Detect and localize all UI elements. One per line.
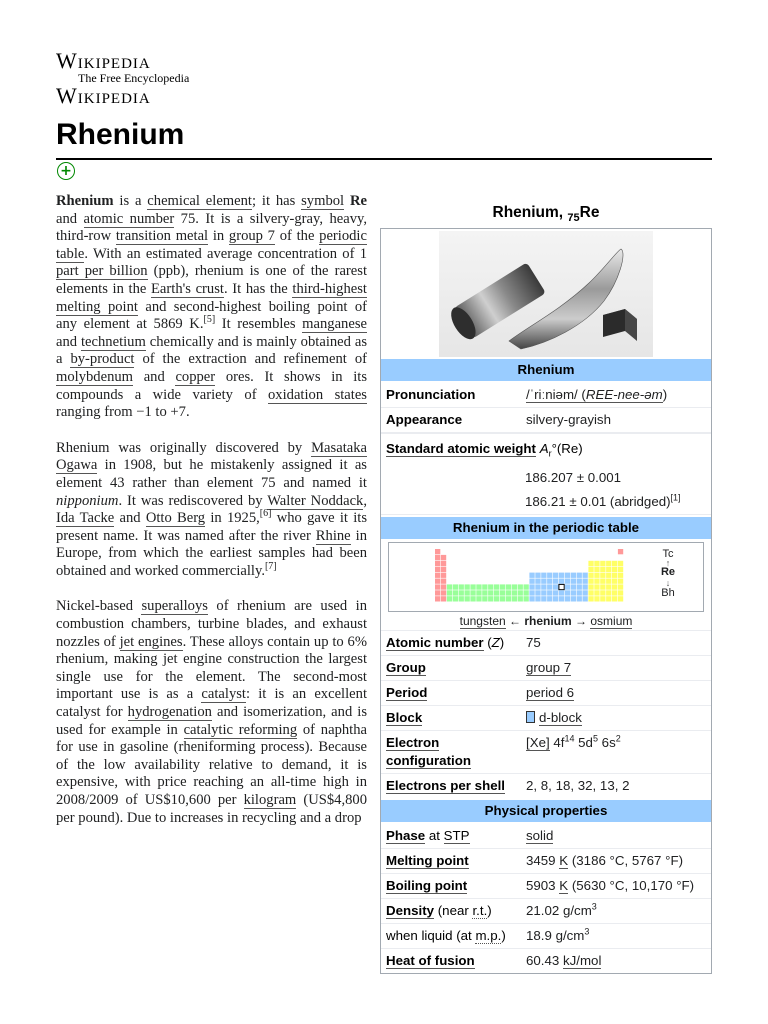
pt-cell xyxy=(506,584,511,589)
pt-cell xyxy=(606,590,611,595)
pt-cell xyxy=(494,596,499,601)
pt-cell xyxy=(441,584,446,589)
pt-cell xyxy=(435,572,440,577)
pt-cell xyxy=(435,596,440,601)
pt-cell xyxy=(518,590,523,595)
pt-cell xyxy=(441,560,446,565)
pt-cell xyxy=(583,590,588,595)
pt-cell xyxy=(459,590,464,595)
pt-cell xyxy=(577,596,582,601)
row-density: Density (near r.t.) 21.02 $g/cm^3$ xyxy=(381,899,711,924)
pt-cell xyxy=(606,566,611,571)
row-group: Group group 7 xyxy=(381,656,711,681)
pt-cell xyxy=(559,584,564,589)
pt-cell xyxy=(441,596,446,601)
pt-cell xyxy=(441,590,446,595)
pt-cell xyxy=(565,596,570,601)
pt-cell xyxy=(547,590,552,595)
pt-cell xyxy=(476,596,481,601)
pt-cell xyxy=(565,572,570,577)
pt-cell xyxy=(470,584,475,589)
pt-cell xyxy=(553,584,558,589)
pt-cell xyxy=(453,584,458,589)
pt-cell xyxy=(612,572,617,577)
row-electron-config: Electron configuration [Xe] $4f^{14}$ $5d^5$ $6s^2$ xyxy=(381,731,711,774)
pt-cell xyxy=(559,572,564,577)
pt-cell xyxy=(612,560,617,565)
pt-cell xyxy=(612,578,617,583)
pt-cell xyxy=(435,566,440,571)
pt-below-symbol[interactable]: Bh xyxy=(661,586,675,599)
pt-cell xyxy=(535,578,540,583)
paragraph-intro: Rhenium is a chemical element; it has symbol Re and atomic number 75. It is a silvery-gray, heavy, third-row transition metal in group 7 of the periodic table. With an estimated average concentration of 1 part per billion (ppb), rhenium is one of the rarest elements in the Earth's crust. It has the third-highest melting point and second-highest boiling point of any element at 5869 K.[5] It resembles manganese and technetium chemically and is mainly obtained as a by-product of the extraction and refinement of molybdenum and copper ores. It shows in its compounds a wide variety of oxidation states ranging from −1 to +7. xyxy=(56,193,367,421)
infobox-header-name: Rhenium xyxy=(381,359,711,381)
pt-cell xyxy=(588,560,593,565)
pt-cell xyxy=(559,590,564,595)
pt-cell xyxy=(594,578,599,583)
wikipedia-wordmark: Wikipedia xyxy=(56,48,151,73)
pt-cell xyxy=(583,578,588,583)
pt-cell xyxy=(553,596,558,601)
infobox-header-periodic: Rhenium in the periodic table xyxy=(381,517,711,539)
infobox-caption: Rhenium, $_{75}$Re xyxy=(492,204,600,225)
pt-cell xyxy=(594,566,599,571)
pt-cell xyxy=(583,596,588,601)
pt-cell xyxy=(524,590,529,595)
pt-cell xyxy=(529,596,534,601)
row-melting-point: Melting point 3459 K (3186 °C, 5767 °F) xyxy=(381,849,711,874)
pt-cell xyxy=(583,584,588,589)
paragraph-uses: Nickel-based superalloys of rhenium are used in combustion chambers, turbine blades, and exhaust nozzles of jet engines. These alloys contain up to 6% rhenium, making jet engine construction the largest single use for the element. The second-most important use is as a catalyst: it is an excellent catalyst for hydrogenation and isomerization, and is used for example in catalytic reforming of naphtha for use in gasoline (rheniforming process). Because of the low availability relative to demand, it is expensive, with price reaching an all-time high in 2008/2009 of US$10,600 per kilogram (US$4,800 per pound). Due to increases in recycling and a drop xyxy=(56,598,368,826)
pt-cell xyxy=(500,584,505,589)
pt-cell xyxy=(571,572,576,577)
pt-cell xyxy=(547,578,552,583)
pt-cell xyxy=(441,549,446,554)
pt-cell xyxy=(500,596,505,601)
pt-cell xyxy=(600,584,605,589)
pt-current-symbol: Re xyxy=(660,566,676,579)
pt-cell xyxy=(571,596,576,601)
pt-cell xyxy=(594,590,599,595)
pt-cell xyxy=(600,560,605,565)
pt-cell xyxy=(606,560,611,565)
page-title: Rhenium xyxy=(56,118,185,151)
pt-cell xyxy=(494,584,499,589)
pt-cell xyxy=(459,584,464,589)
pt-cell xyxy=(565,578,570,583)
pt-cell xyxy=(547,572,552,577)
pt-cell xyxy=(559,596,564,601)
paragraph-history: Rhenium was originally discovered by Masataka Ogawa in 1908, but he mistakenly assigned it as element 43 rather than element 75 and named it nipponium. It was rediscovered by Walter Noddack, Ida Tacke and Otto Berg in 1925,[6] who gave it its present name. It was named after the river Rhine in Europe, from which the earliest samples had been obtained and worked commercially.[7] xyxy=(56,439,367,579)
pt-up-arrow-icon: ↑ xyxy=(665,558,671,569)
pt-cell xyxy=(565,590,570,595)
pt-cell xyxy=(559,578,564,583)
pt-cell xyxy=(500,590,505,595)
pt-cell xyxy=(588,566,593,571)
pt-cell xyxy=(577,590,582,595)
wikipedia-tagline: The Free Encyclopedia xyxy=(78,71,190,85)
pt-cell xyxy=(529,590,534,595)
pt-cell xyxy=(583,572,588,577)
row-atomic-number: Atomic number (Z) 75 xyxy=(381,630,711,656)
pt-cell xyxy=(506,596,511,601)
pt-cell xyxy=(600,566,605,571)
pt-cell xyxy=(594,596,599,601)
pt-cell xyxy=(588,596,593,601)
pt-cell xyxy=(524,596,529,601)
pt-cell xyxy=(476,584,481,589)
pt-cell xyxy=(600,572,605,577)
pt-cell xyxy=(488,590,493,595)
pt-cell xyxy=(547,584,552,589)
pt-cell xyxy=(465,590,470,595)
pt-cell xyxy=(529,572,534,577)
row-heat-of-fusion: Heat of fusion 60.43 kJ/mol xyxy=(386,952,602,968)
pt-cell xyxy=(512,584,517,589)
title-divider xyxy=(56,158,712,160)
pt-cell xyxy=(435,578,440,583)
pt-cell xyxy=(571,590,576,595)
pt-cell xyxy=(488,596,493,601)
pt-cell xyxy=(588,572,593,577)
periodic-table-minimap[interactable] xyxy=(388,542,704,612)
pt-cell xyxy=(594,560,599,565)
row-block: Block d-block xyxy=(381,706,711,731)
pt-cell xyxy=(518,596,523,601)
pt-cell xyxy=(447,590,452,595)
d-block-swatch-icon xyxy=(526,711,535,723)
pt-cell xyxy=(524,584,529,589)
row-atomic-weight-abridged: 186.21 ± 0.01 (abridged)[1] xyxy=(381,490,711,515)
row-electrons-per-shell: Electrons per shell 2, 8, 18, 32, 13, 2 xyxy=(386,777,630,793)
pt-cell xyxy=(441,566,446,571)
pt-cell xyxy=(476,590,481,595)
pt-cell xyxy=(535,596,540,601)
pt-cell xyxy=(600,590,605,595)
pt-cell xyxy=(618,549,623,554)
pt-cell xyxy=(588,590,593,595)
pt-cell xyxy=(529,578,534,583)
pt-cell xyxy=(571,584,576,589)
pt-above-symbol[interactable]: Tc xyxy=(662,547,674,560)
row-pronunciation: Pronunciation /ˈriːniəm/ (REE-nee-əm) xyxy=(381,383,711,408)
pt-cell xyxy=(600,596,605,601)
pt-cell xyxy=(541,596,546,601)
pt-cell xyxy=(606,584,611,589)
pt-cell xyxy=(577,578,582,583)
pt-left-link[interactable]: tungsten xyxy=(459,613,506,628)
pt-cell xyxy=(547,596,552,601)
pt-cell xyxy=(618,566,623,571)
row-period: Period period 6 xyxy=(381,681,711,706)
pt-cell xyxy=(465,584,470,589)
pt-cell xyxy=(541,590,546,595)
pt-cell xyxy=(518,584,523,589)
infobox xyxy=(380,200,712,974)
pt-cell xyxy=(512,596,517,601)
pt-cell xyxy=(600,578,605,583)
pt-cell xyxy=(512,590,517,595)
pt-cell xyxy=(435,560,440,565)
pt-cell xyxy=(612,584,617,589)
plus-circle-icon[interactable]: + xyxy=(57,162,75,180)
pt-cell xyxy=(612,596,617,601)
rhenium-sample-image[interactable] xyxy=(439,231,653,357)
pt-cell xyxy=(618,572,623,577)
wikipedia-wordmark-secondary: Wikipedia xyxy=(56,83,151,108)
pt-cell xyxy=(435,584,440,589)
pt-cell xyxy=(553,578,558,583)
pt-cell xyxy=(594,584,599,589)
pt-cell xyxy=(482,596,487,601)
pt-cell xyxy=(618,560,623,565)
pt-cell xyxy=(618,578,623,583)
row-atomic-weight: Standard atomic weight $A_r^\circ(Re)$ xyxy=(386,441,583,459)
pt-cell xyxy=(577,584,582,589)
pt-cell xyxy=(435,590,440,595)
pt-down-arrow-icon: ↓ xyxy=(665,577,671,588)
pt-cell xyxy=(441,578,446,583)
pt-cell xyxy=(535,584,540,589)
pt-cell xyxy=(494,590,499,595)
pt-cell xyxy=(541,572,546,577)
pt-cell xyxy=(612,590,617,595)
pt-cell xyxy=(606,572,611,577)
pt-cell xyxy=(588,578,593,583)
pt-cell xyxy=(453,590,458,595)
pt-right-link[interactable]: osmium xyxy=(590,613,633,628)
row-phase: Phase at STP solid xyxy=(381,824,711,849)
pt-cell xyxy=(577,572,582,577)
pt-cell xyxy=(553,590,558,595)
pt-cell xyxy=(618,590,623,595)
pt-cell xyxy=(553,572,558,577)
pt-cell xyxy=(459,596,464,601)
pt-cell xyxy=(588,584,593,589)
pt-cell xyxy=(612,566,617,571)
pt-cell xyxy=(488,584,493,589)
pt-cell xyxy=(482,584,487,589)
pt-cell xyxy=(441,572,446,577)
pt-cell xyxy=(470,596,475,601)
pt-cell xyxy=(606,596,611,601)
pt-cell xyxy=(594,572,599,577)
pt-cell xyxy=(535,590,540,595)
pt-cell xyxy=(482,590,487,595)
pt-cell xyxy=(447,584,452,589)
infobox-header-physical: Physical properties xyxy=(381,800,711,822)
pt-cell xyxy=(470,590,475,595)
periodic-neighbors: tungsten ← rhenium → osmium xyxy=(459,613,633,628)
pt-cell xyxy=(453,596,458,601)
pt-cell xyxy=(565,584,570,589)
row-atomic-weight-value: 186.207 ± 0.001 xyxy=(525,469,622,485)
pt-cell xyxy=(435,555,440,560)
row-appearance: Appearance silvery-grayish xyxy=(381,408,711,434)
pt-cell xyxy=(571,578,576,583)
pt-cell xyxy=(506,590,511,595)
pt-cell xyxy=(465,596,470,601)
wikipedia-logo[interactable] xyxy=(56,50,216,107)
pt-cell xyxy=(441,555,446,560)
pt-cell xyxy=(435,549,440,554)
pt-cell xyxy=(541,578,546,583)
pt-cell xyxy=(529,584,534,589)
pt-cell xyxy=(618,584,623,589)
row-boiling-point: Boiling point 5903 K (5630 °C, 10,170 °F) xyxy=(381,874,711,899)
article-body xyxy=(56,193,367,845)
pt-cell xyxy=(447,596,452,601)
pt-cell xyxy=(535,572,540,577)
pt-cell xyxy=(606,578,611,583)
pt-cell xyxy=(618,596,623,601)
pt-cell xyxy=(541,584,546,589)
row-liquid-density: when liquid (at m.p.) 18.9 $g/cm^3$ xyxy=(381,924,711,949)
